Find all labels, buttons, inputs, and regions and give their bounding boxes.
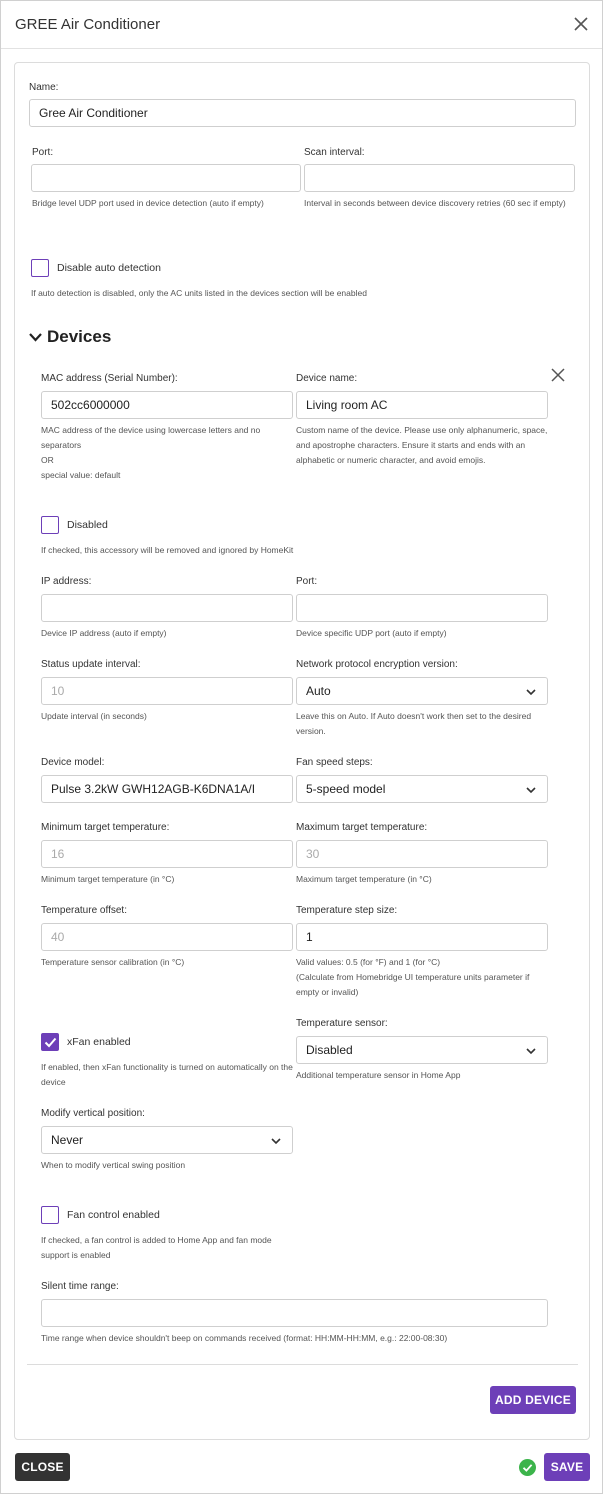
temp-step-label: Temperature step size: [296, 905, 398, 916]
device-port-label: Port: [296, 576, 318, 587]
max-temp-label: Maximum target temperature: [296, 822, 428, 833]
fan-control-help: If checked, a fan control is added to Home App and fan mode support is enabled [41, 1235, 272, 1260]
mac-label: MAC address (Serial Number): [41, 373, 178, 384]
ip-input[interactable] [41, 594, 293, 622]
silent-time-input[interactable] [41, 1299, 548, 1327]
scan-interval-help: Interval in seconds between device discovery retries (60 sec if empty) [304, 198, 566, 208]
devices-section-toggle[interactable] [28, 327, 111, 347]
device-name-input[interactable]: Living room AC [296, 391, 548, 419]
close-button[interactable]: CLOSE [15, 1453, 70, 1481]
status-interval-label: Status update interval: [41, 659, 141, 670]
fan-control-label: Fan control enabled [67, 1209, 160, 1221]
close-icon[interactable] [570, 13, 592, 35]
silent-time-help: Time range when device shouldn't beep on commands received (format: HH:MM-HH:MM, e.g.: 22:00-08:30) [41, 1333, 448, 1343]
fan-speed-select[interactable] [296, 775, 548, 803]
scan-interval-input[interactable] [304, 164, 575, 192]
device-port-input[interactable] [296, 594, 548, 622]
fan-speed-value: 5-speed model [306, 782, 386, 796]
xfan-help: If enabled, then xFan functionality is turned on automatically on the device [41, 1062, 293, 1087]
fan-control-checkbox[interactable] [41, 1206, 59, 1224]
vertical-position-select[interactable] [41, 1126, 293, 1154]
scan-interval-label: Scan interval: [304, 147, 365, 158]
max-temp-input[interactable]: 30 [296, 840, 548, 868]
device-name-help: Custom name of the device. Please use only alphanumeric, space, and apostrophe characters. Ensure it starts and ends with an alphabetic or numeric character, and avoid emojis. [296, 425, 548, 465]
mac-help: MAC address of the device using lowercase letters and no separators OR special value: default [41, 425, 261, 480]
fan-speed-label: Fan speed steps: [296, 757, 373, 768]
devices-heading: Devices [47, 327, 112, 346]
check-icon [43, 1035, 58, 1050]
disable-auto-detection-checkbox[interactable] [31, 259, 49, 277]
temp-offset-label: Temperature offset: [41, 905, 127, 916]
temp-sensor-label: Temperature sensor: [296, 1018, 388, 1029]
temp-offset-input[interactable]: 40 [41, 923, 293, 951]
vertical-position-value: Never [51, 1133, 84, 1147]
device-model-label: Device model: [41, 757, 105, 768]
encryption-select[interactable] [296, 677, 548, 705]
temp-sensor-select[interactable] [296, 1036, 548, 1064]
encryption-help: Leave this on Auto. If Auto doesn't work then set to the desired version. [296, 711, 532, 736]
disabled-checkbox[interactable] [41, 516, 59, 534]
chevron-down-icon [525, 686, 537, 698]
divider [27, 1364, 578, 1365]
device-port-help: Device specific UDP port (auto if empty) [296, 628, 447, 638]
save-button[interactable]: SAVE [544, 1453, 590, 1481]
device-name-label: Device name: [296, 373, 358, 384]
add-device-button[interactable]: ADD DEVICE [490, 1386, 576, 1414]
disabled-label: Disabled [67, 519, 108, 531]
name-input[interactable]: Gree Air Conditioner [29, 99, 576, 127]
status-interval-input[interactable]: 10 [41, 677, 293, 705]
port-help: Bridge level UDP port used in device detection (auto if empty) [32, 198, 264, 208]
mac-input[interactable]: 502cc6000000 [41, 391, 293, 419]
chevron-down-icon [28, 331, 43, 343]
temp-sensor-help: Additional temperature sensor in Home App [296, 1070, 461, 1080]
disable-auto-detection-help: If auto detection is disabled, only the AC units listed in the devices section will be enabled [31, 288, 367, 298]
dialog-header [1, 1, 602, 49]
temp-step-input[interactable]: 1 [296, 923, 548, 951]
temp-step-help: Valid values: 0.5 (for °F) and 1 (for °C) (Calculate from Homebridge UI temperature units parameter if empty or invalid) [296, 957, 530, 997]
ip-label: IP address: [41, 576, 92, 587]
name-label: Name: [29, 82, 59, 93]
disable-auto-detection-label: Disable auto detection [57, 262, 161, 274]
xfan-label: xFan enabled [67, 1036, 131, 1048]
temp-sensor-value: Disabled [306, 1043, 353, 1057]
chevron-down-icon [270, 1135, 282, 1147]
max-temp-help: Maximum target temperature (in °C) [296, 874, 432, 884]
encryption-label: Network protocol encryption version: [296, 659, 458, 670]
min-temp-input[interactable]: 16 [41, 840, 293, 868]
silent-time-label: Silent time range: [41, 1281, 119, 1292]
device-model-input[interactable]: Pulse 3.2kW GWH12AGB-K6DNA1A/I [41, 775, 293, 803]
dialog-title: GREE Air Conditioner [15, 16, 161, 33]
port-label: Port: [32, 147, 54, 158]
disabled-help: If checked, this accessory will be removed and ignored by HomeKit [41, 545, 294, 555]
chevron-down-icon [525, 784, 537, 796]
chevron-down-icon [525, 1045, 537, 1057]
min-temp-label: Minimum target temperature: [41, 822, 170, 833]
remove-device-icon[interactable] [550, 367, 566, 383]
xfan-checkbox[interactable] [41, 1033, 59, 1051]
port-input[interactable] [31, 164, 301, 192]
min-temp-help: Minimum target temperature (in °C) [41, 874, 175, 884]
temp-offset-help: Temperature sensor calibration (in °C) [41, 957, 185, 967]
encryption-value: Auto [306, 684, 331, 698]
status-interval-help: Update interval (in seconds) [41, 711, 147, 721]
vertical-position-label: Modify vertical position: [41, 1108, 145, 1119]
ip-help: Device IP address (auto if empty) [41, 628, 167, 638]
vertical-position-help: When to modify vertical swing position [41, 1160, 186, 1170]
check-circle-icon [519, 1459, 536, 1476]
